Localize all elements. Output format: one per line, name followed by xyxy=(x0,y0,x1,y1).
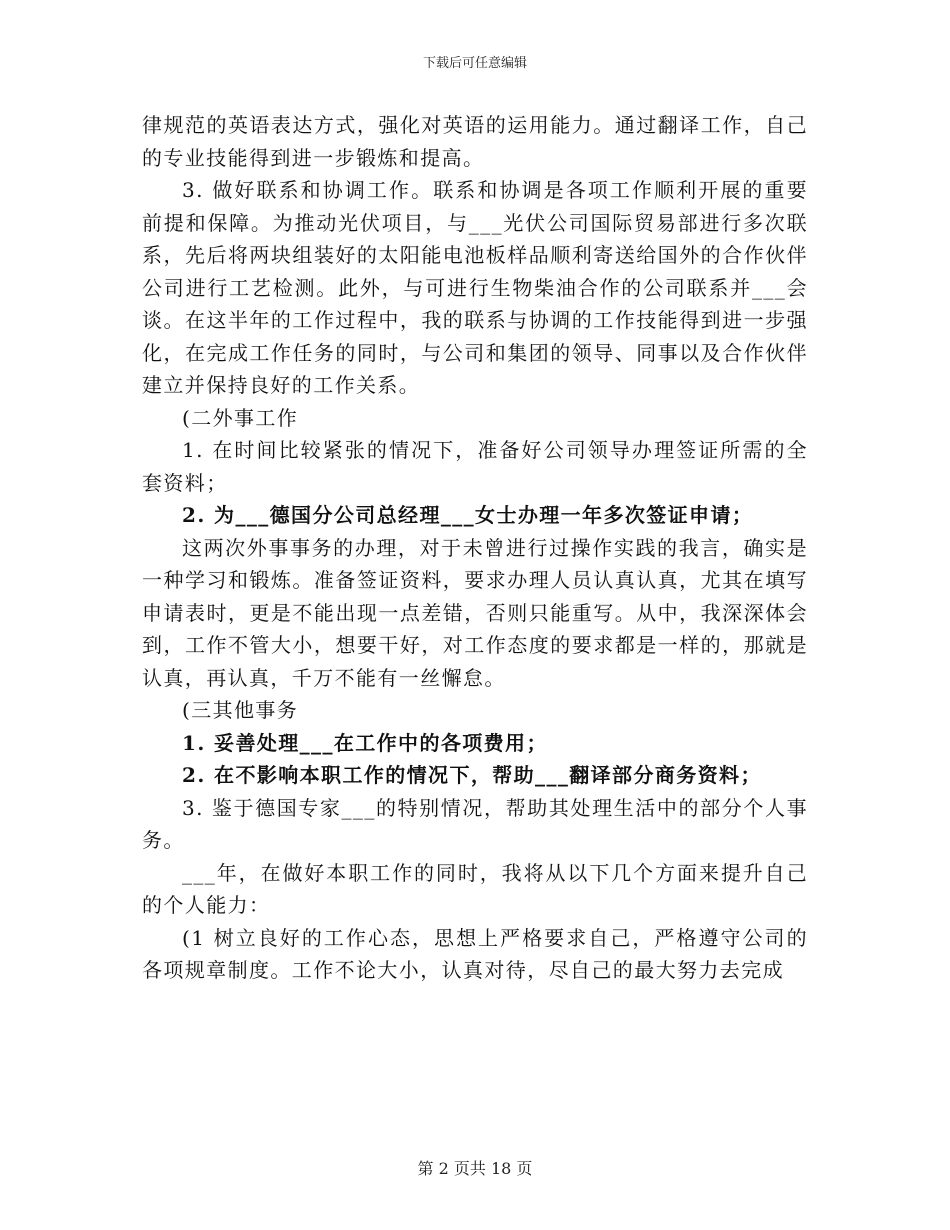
list-item-translation: 2. 在不影响本职工作的情况下，帮助___翻译部分商务资料； xyxy=(182,763,762,787)
list-item-visa-application: 2. 为___德国分公司总经理___女士办理一年多次签证申请； xyxy=(182,503,754,527)
paragraph-next-year-plan: ___年，在做好本职工作的同时，我将从以下几个方面来提升自己的个人能力： xyxy=(142,860,808,917)
section-heading-foreign-affairs: (二外事工作 xyxy=(182,405,299,430)
page-header: 下载后可任意编辑 xyxy=(422,56,527,71)
paragraph-work-attitude: (1 树立良好的工作心态，思想上严格要求自己，严格遵守公司的各项规章制度。工作不论大小，认真对待，尽自己的最大努力去完成 xyxy=(142,925,808,982)
paragraph-foreign-affairs-reflection: 这两次外事事务的办理，对于未曾进行过操作实践的我言，确实是一种学习和锻炼。准备签证资料，要求办理人员认真认真，尤其在填写申请表时，更是不能出现一点差错，否则只能重写。从中，我深深体会到，工作不管大小，想要干好，对工作态度的要求都是一样的，那就是认真，再认真，千万不能有一丝懈怠。 xyxy=(142,535,808,690)
section-heading-other-affairs: (三其他事务 xyxy=(182,698,299,722)
list-item-expenses: 1. 妥善处理___在工作中的各项费用； xyxy=(182,730,548,755)
paragraph-continuation: 律规范的英语表达方式，强化对英语的运用能力。通过翻译工作，自己的专业技能得到进一步锻炼和提高。 xyxy=(142,113,808,170)
paragraph-coordination: 3. 做好联系和协调工作。联系和协调是各项工作顺利开展的重要前提和保障。为推动光伏项目，与___光伏公司国际贸易部进行多次联系，先后将两块组装好的太阳能电池板样品顺利寄送给国外的合作伙伴公司进行工艺检测。此外，与可进行生物柴油合作的公司联系并___会谈。在这半年的工作过程中，我的联系与协调的工作技能得到进一步强化，在完成工作任务的同时，与公司和集团的领导、同事以及合作伙伴建立并保持良好的工作关系。 xyxy=(142,178,808,397)
page-footer: 第 2 页共 18 页 xyxy=(417,1159,533,1178)
document-body xyxy=(142,109,808,987)
list-item-personal-affairs: 3. 鉴于德国专家___的特别情况，帮助其处理生活中的部分个人事务。 xyxy=(142,795,808,852)
list-item-visa-materials: 1. 在时间比较紧张的情况下，准备好公司领导办理签证所需的全套资料； xyxy=(142,438,808,495)
